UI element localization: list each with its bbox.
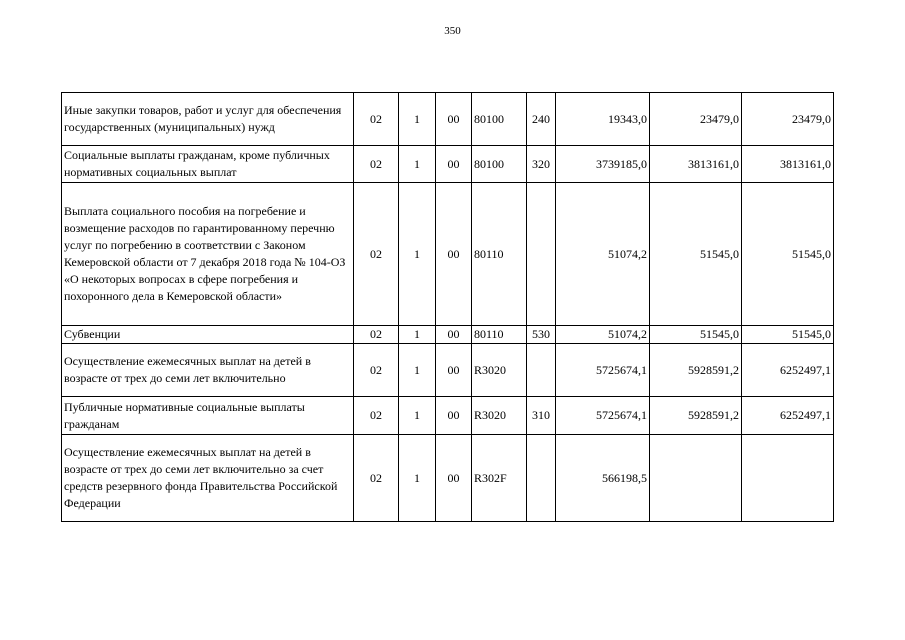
row-section: 02 [354, 326, 399, 344]
row-value-2: 23479,0 [650, 93, 742, 146]
row-section: 02 [354, 183, 399, 326]
row-value-3 [742, 435, 834, 522]
row-value-1: 51074,2 [556, 326, 650, 344]
table-row [62, 344, 834, 397]
table-row [62, 183, 834, 326]
row-name: Осуществление ежемесячных выплат на детей в возрасте от трех до семи лет включительно [62, 344, 354, 397]
row-value-2 [650, 435, 742, 522]
row-value-3: 6252497,1 [742, 344, 834, 397]
row-value-1: 5725674,1 [556, 397, 650, 435]
row-section: 02 [354, 435, 399, 522]
table-row [62, 146, 834, 183]
row-name: Публичные нормативные социальные выплаты гражданам [62, 397, 354, 435]
row-value-2: 3813161,0 [650, 146, 742, 183]
row-type [527, 344, 556, 397]
row-subsection: 1 [399, 397, 436, 435]
row-value-3: 3813161,0 [742, 146, 834, 183]
row-value-1: 566198,5 [556, 435, 650, 522]
row-section: 02 [354, 344, 399, 397]
row-type [527, 183, 556, 326]
row-program: 00 [436, 326, 472, 344]
row-program: 00 [436, 146, 472, 183]
row-type: 530 [527, 326, 556, 344]
row-name: Осуществление ежемесячных выплат на детей в возрасте от трех до семи лет включительно за счет средств резервного фонда Правительства Российской Федерации [62, 435, 354, 522]
row-article: 80100 [472, 93, 527, 146]
row-type: 240 [527, 93, 556, 146]
row-value-1: 3739185,0 [556, 146, 650, 183]
row-value-2: 51545,0 [650, 183, 742, 326]
row-article: 80100 [472, 146, 527, 183]
table-row [62, 397, 834, 435]
row-value-3: 51545,0 [742, 183, 834, 326]
budget-table [61, 92, 834, 522]
row-name: Социальные выплаты гражданам, кроме публичных нормативных социальных выплат [62, 146, 354, 183]
row-subsection: 1 [399, 326, 436, 344]
row-section: 02 [354, 146, 399, 183]
row-subsection: 1 [399, 146, 436, 183]
row-value-1: 51074,2 [556, 183, 650, 326]
row-name: Выплата социального пособия на погребение и возмещение расходов по гарантированному перечню услуг по погребению в соответствии с Законом Кемеровской области от 7 декабря 2018 года № 104-ОЗ «О некоторых вопросах в сфере погребения и похоронного дела в Кемеровской области» [62, 183, 354, 326]
row-value-3: 6252497,1 [742, 397, 834, 435]
row-name: Субвенции [62, 326, 354, 344]
row-article: 80110 [472, 183, 527, 326]
row-section: 02 [354, 93, 399, 146]
row-article: R302F [472, 435, 527, 522]
row-type: 310 [527, 397, 556, 435]
row-article: R3020 [472, 344, 527, 397]
row-subsection: 1 [399, 344, 436, 397]
row-type: 320 [527, 146, 556, 183]
row-program: 00 [436, 93, 472, 146]
row-value-2: 51545,0 [650, 326, 742, 344]
row-value-2: 5928591,2 [650, 344, 742, 397]
row-subsection: 1 [399, 435, 436, 522]
row-program: 00 [436, 344, 472, 397]
row-value-3: 51545,0 [742, 326, 834, 344]
row-type [527, 435, 556, 522]
row-subsection: 1 [399, 183, 436, 326]
row-value-3: 23479,0 [742, 93, 834, 146]
row-article: 80110 [472, 326, 527, 344]
row-value-1: 19343,0 [556, 93, 650, 146]
row-article: R3020 [472, 397, 527, 435]
row-value-1: 5725674,1 [556, 344, 650, 397]
row-name: Иные закупки товаров, работ и услуг для обеспечения государственных (муниципальных) нужд [62, 93, 354, 146]
row-program: 00 [436, 183, 472, 326]
row-value-2: 5928591,2 [650, 397, 742, 435]
row-program: 00 [436, 435, 472, 522]
row-program: 00 [436, 397, 472, 435]
page-number: 350 [444, 25, 461, 37]
row-subsection: 1 [399, 93, 436, 146]
table-row [62, 326, 834, 344]
table-row [62, 435, 834, 522]
table-row [62, 93, 834, 146]
row-section: 02 [354, 397, 399, 435]
